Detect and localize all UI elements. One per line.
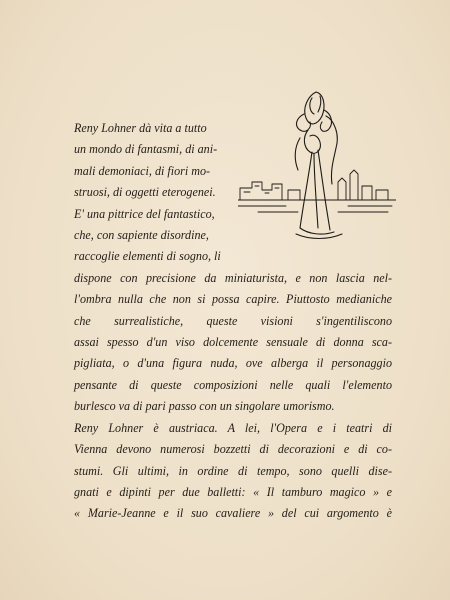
text-line: « Marie-Jeanne e il suo cavaliere » del cui argomento è [74,506,392,521]
text-line: Reny Lohner è austriaca. A lei, l'Opera e i teatri di [74,420,392,435]
text-line: Reny Lohner dà vita a tutto [74,121,207,135]
article-text [74,118,392,525]
text-line: mali demoniaci, di fiori mo- [74,163,211,178]
text-line: burlesco va di pari passo con un singolare umorismo. [74,399,335,414]
text-line: che, con sapiente disordine, [74,228,209,243]
text-line: pigliata, o d'una figura nuda, ove alberga il personaggio [74,356,392,371]
text-line: gnati e dipinti per due balletti: « Il tamburo magico » e [74,484,392,499]
text-line: un mondo di fantasmi, di ani- [74,142,218,157]
text-line: che surrealistiche, queste visioni s'ingentiliscono [74,313,392,328]
text-line: assai spesso d'un viso dolcemente sensuale di donna sca- [74,335,392,350]
text-line: dispone con precisione da miniaturista, e non lascia nel- [74,270,392,285]
text-line: struosi, di oggetti eterogenei. [74,185,216,200]
text-line: pensante di queste composizioni nelle quali l'elemento [74,377,392,392]
text-line: Vienna devono numerosi bozzetti di decorazioni e di co- [74,442,392,457]
text-line: stumi. Gli ultimi, in ordine di tempo, sono quelli dise- [74,463,392,478]
text-line: l'ombra nulla che non si possa capire. Piuttosto medianiche [74,292,392,307]
text-line: raccoglie elementi di sogno, li [74,249,221,264]
text-line: E' una pittrice del fantastico, [74,206,215,221]
